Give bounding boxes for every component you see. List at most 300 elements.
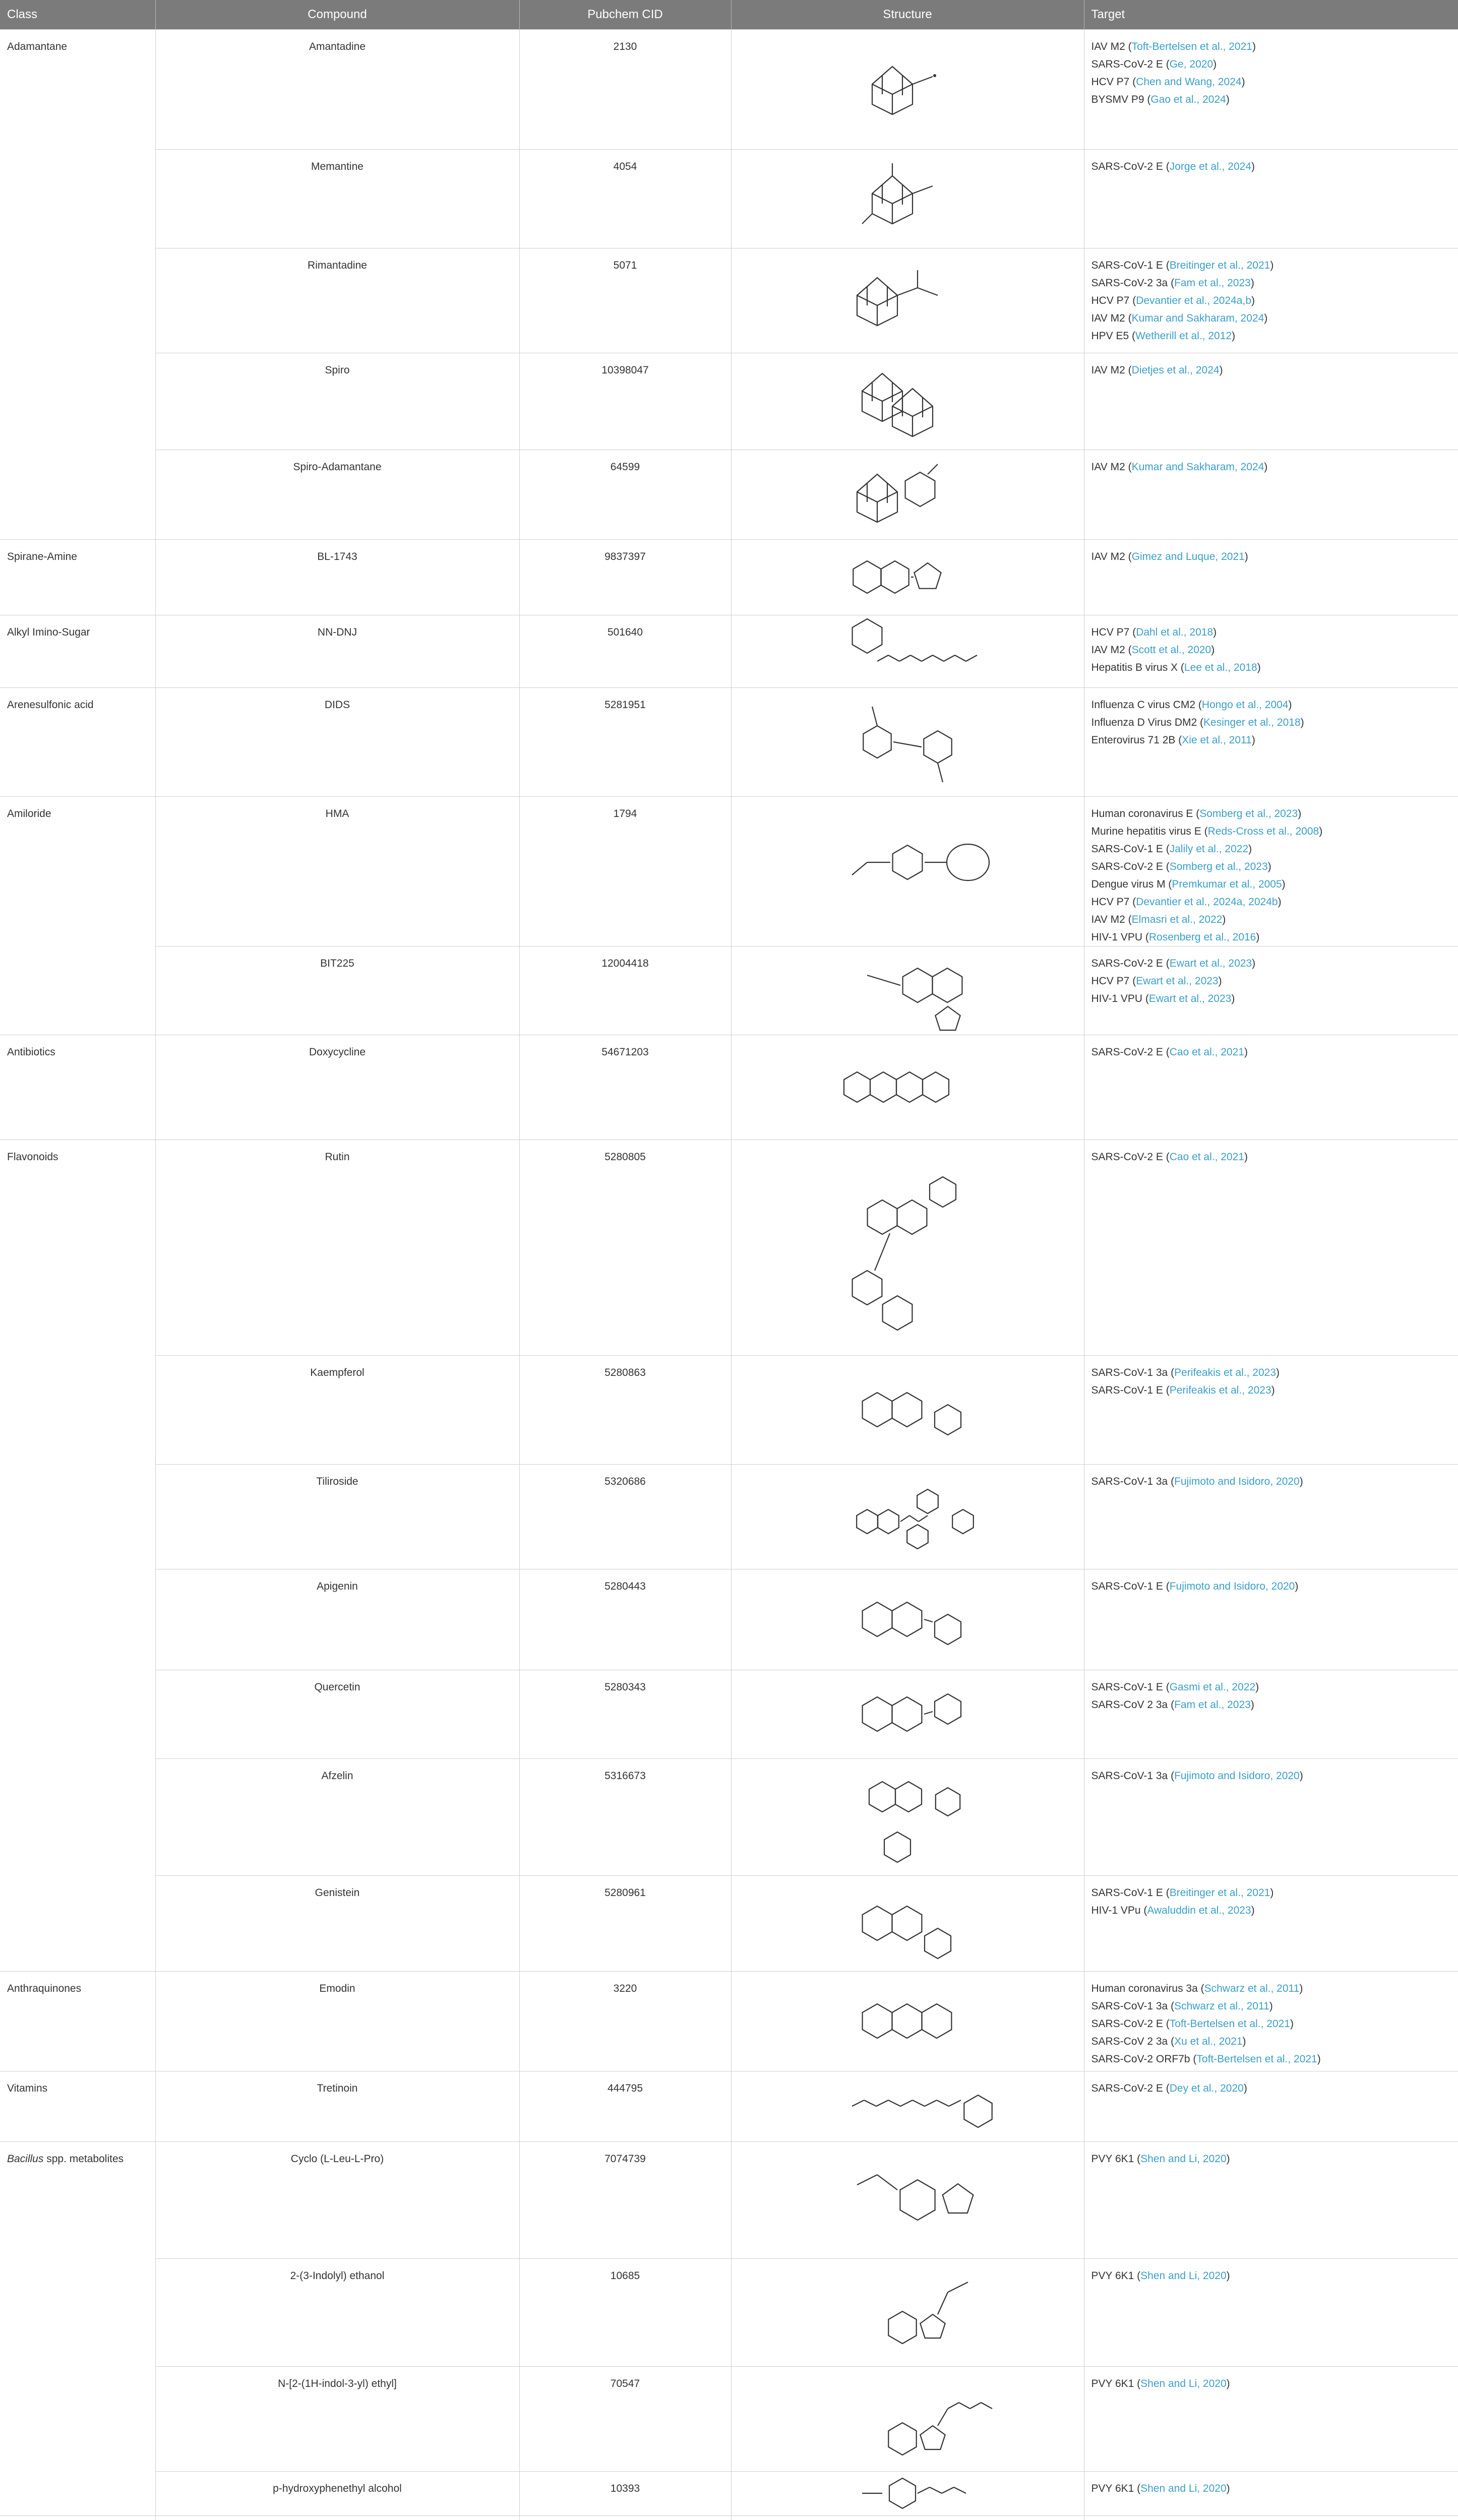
pubchem-cid-cell: 501640 (519, 615, 731, 688)
table-row (0, 2071, 1458, 2142)
target-name: SARS-CoV-1 E (1091, 1887, 1163, 1899)
reference-link[interactable]: Xu et al., 2021 (1174, 2036, 1243, 2047)
target-cell (1084, 1759, 1458, 1876)
table-row (0, 1465, 1458, 1569)
reference-link[interactable]: Perifeakis et al., 2023 (1169, 1384, 1271, 1396)
reference-link[interactable]: Shen and Li, 2020 (1140, 2483, 1227, 2494)
reference-link[interactable]: Devantier et al., 2024a, 2024b (1136, 896, 1278, 908)
paren-open: ( (1201, 826, 1208, 837)
table-row (0, 947, 1458, 1035)
target-name: Human coronavirus 3a (1091, 1983, 1198, 1994)
paren-open: ( (1190, 2053, 1197, 2065)
target-cell (1084, 2516, 1458, 2520)
table-row (0, 688, 1458, 797)
target-cell (1084, 615, 1458, 688)
paren-close: ) (1278, 896, 1282, 908)
target-cell (1084, 1356, 1458, 1465)
target-name: HCV P7 (1091, 975, 1130, 987)
compound-cell: Rutin (155, 1140, 519, 1356)
target-entry (1091, 840, 1451, 858)
target-name: HCV P7 (1091, 626, 1130, 638)
structure-cell (731, 1569, 1084, 1670)
pubchem-cid-cell: 9837397 (519, 540, 731, 615)
paren-close: ) (1257, 662, 1261, 673)
paren-close: ) (1244, 1046, 1248, 1058)
paren-open: ( (1129, 330, 1136, 342)
pubchem-cid-cell: 5281951 (519, 688, 731, 797)
reference-link[interactable]: Perifeakis et al., 2023 (1174, 1367, 1277, 1378)
paren-open: ( (1134, 2483, 1141, 2494)
paren-close: ) (1244, 551, 1248, 562)
target-cell (1084, 2472, 1458, 2516)
class-genus: Bacillus (7, 2153, 44, 2165)
paren-open: ( (1140, 1905, 1147, 1916)
target-entry (1091, 875, 1451, 893)
paren-close: ) (1270, 1887, 1274, 1899)
paren-open: ( (1163, 1887, 1170, 1899)
reference-link[interactable]: Shen and Li, 2020 (1140, 2378, 1227, 2389)
reference-link[interactable]: Gasmi et al., 2022 (1169, 1681, 1256, 1693)
target-entry (1091, 659, 1451, 676)
table-row (0, 540, 1458, 615)
target-name: HIV-1 VPu (1091, 1905, 1141, 1916)
reference-link[interactable]: Premkumar et al., 2005 (1172, 878, 1282, 890)
indolyl-ethanol-structure (766, 2262, 1049, 2363)
target-entry (1091, 458, 1451, 476)
table-row (0, 1356, 1458, 1465)
dids-structure (766, 691, 1049, 793)
header-compound: Compound (155, 0, 519, 30)
target-entry (1091, 823, 1451, 840)
header-class: Class (0, 0, 155, 30)
paren-open: ( (1178, 662, 1184, 673)
target-entry (1091, 1678, 1451, 1696)
quercetin-structure (766, 1673, 1049, 1755)
structure-cell (731, 947, 1084, 1035)
paren-open: ( (1142, 993, 1149, 1004)
table-row (0, 450, 1458, 540)
doxycycline-structure (766, 1038, 1049, 1136)
paren-close: ) (1269, 2000, 1273, 2012)
structure-cell (731, 1876, 1084, 1972)
amantadine-structure (766, 33, 1049, 146)
reference-link[interactable]: Breitinger et al., 2021 (1169, 260, 1270, 271)
class-cell: Flavonoids (0, 1140, 155, 1972)
target-entry (1091, 1767, 1451, 1785)
target-entry (1091, 1980, 1451, 1997)
target-cell (1084, 797, 1458, 947)
target-entry (1091, 1473, 1451, 1490)
class-cell: Vitamins (0, 2071, 155, 2142)
paren-open: ( (1129, 896, 1136, 908)
compound-cell (155, 2516, 519, 2520)
compound-cell: DIDS (155, 688, 519, 797)
reference-link[interactable]: Lee et al., 2018 (1184, 662, 1257, 673)
compound-cell: NN-DNJ (155, 615, 519, 688)
class-cell: Adamantane (0, 30, 155, 540)
pubchem-cid-cell: 5280863 (519, 1356, 731, 1465)
paren-close: ) (1226, 2153, 1230, 2165)
target-entry (1091, 893, 1451, 911)
structure-cell (731, 150, 1084, 248)
table-row (0, 2367, 1458, 2472)
target-entry (1091, 972, 1451, 990)
target-name: HCV P7 (1091, 896, 1130, 908)
header-target: Target (1084, 0, 1458, 30)
target-entry (1091, 274, 1451, 292)
compound-cell: p-hydroxyphenethyl alcohol (155, 2472, 519, 2516)
structure-cell (731, 450, 1084, 540)
target-name: IAV M2 (1091, 364, 1125, 376)
reference-link[interactable]: Cao et al., 2021 (1169, 1151, 1244, 1163)
table-row (0, 1569, 1458, 1670)
paren-close: ) (1219, 364, 1223, 376)
target-name: HPV E5 (1091, 330, 1129, 342)
target-name: Influenza D Virus DM2 (1091, 717, 1197, 728)
target-name: SARS-CoV-1 E (1091, 260, 1163, 271)
cyclo-leu-pro-structure (766, 2145, 1049, 2255)
reference-link[interactable]: Schwarz et al., 2011 (1204, 1983, 1300, 1994)
reference-link[interactable]: Gimez and Luque, 2021 (1131, 551, 1245, 562)
pubchem-cid-cell: 64599 (519, 450, 731, 540)
reference-link[interactable]: Fam et al., 2023 (1174, 277, 1251, 289)
target-name: SARS-CoV-2 E (1091, 1046, 1163, 1058)
target-entry (1091, 1578, 1451, 1595)
compound-cell: Quercetin (155, 1670, 519, 1759)
paren-close: ) (1282, 878, 1286, 890)
reference-link[interactable]: Ewart et al., 2023 (1136, 975, 1219, 987)
target-cell (1084, 248, 1458, 353)
paren-open: ( (1125, 364, 1132, 376)
paren-close: ) (1226, 2378, 1230, 2389)
reference-link[interactable]: Dietjes et al., 2024 (1131, 364, 1220, 376)
paren-open: ( (1175, 734, 1182, 746)
target-entry (1091, 361, 1451, 379)
table-row (0, 248, 1458, 353)
compound-cell: BL-1743 (155, 540, 519, 615)
reference-link[interactable]: Kumar and Sakharam, 2024 (1131, 312, 1264, 324)
structure-cell (731, 30, 1084, 150)
reference-link[interactable]: Chen and Wang, 2024 (1136, 76, 1242, 88)
compound-cell: N-[2-(1H-indol-3-yl) ethyl] (155, 2367, 519, 2472)
class-cell: Alkyl Imino-Sugar (0, 615, 155, 688)
target-name: IAV M2 (1091, 312, 1125, 324)
target-name: SARS-CoV-1 3a (1091, 2000, 1168, 2012)
structure-cell (731, 248, 1084, 353)
paren-open: ( (1163, 1384, 1170, 1396)
table-header (0, 0, 1458, 30)
paren-open: ( (1163, 2018, 1170, 2030)
reference-link[interactable]: Fujimoto and Isidoro, 2020 (1174, 1476, 1300, 1487)
target-entry (1091, 1884, 1451, 1902)
compound-cell: Rimantadine (155, 248, 519, 353)
target-cell (1084, 150, 1458, 248)
paren-close: ) (1248, 843, 1252, 855)
reference-link[interactable]: Hongo et al., 2004 (1201, 699, 1289, 711)
rimantadine-structure (766, 251, 1049, 349)
target-name: Murine hepatitis virus E (1091, 826, 1201, 837)
target-name: Human coronavirus E (1091, 808, 1193, 820)
paren-open: ( (1163, 58, 1170, 70)
reference-link[interactable]: Ewart et al., 2023 (1148, 993, 1232, 1004)
pubchem-cid-cell: 5316673 (519, 1759, 731, 1876)
table-row (0, 150, 1458, 248)
reference-link[interactable]: Kesinger et al., 2018 (1203, 717, 1301, 728)
paren-close: ) (1250, 277, 1254, 289)
reference-link[interactable]: Toft-Bertelsen et al., 2021 (1169, 2018, 1291, 2030)
target-entry (1091, 928, 1451, 946)
class-cell (0, 2142, 155, 2516)
target-name: BYSMV P9 (1091, 94, 1144, 105)
reference-link[interactable]: Shen and Li, 2020 (1140, 2270, 1227, 2282)
paren-open: ( (1125, 461, 1132, 473)
paren-open: ( (1163, 260, 1170, 271)
target-entry (1091, 805, 1451, 823)
reference-link[interactable]: Cao et al., 2021 (1169, 1046, 1244, 1058)
target-name: SARS-CoV-1 E (1091, 1384, 1163, 1396)
reference-link[interactable]: Kumar and Sakharam, 2024 (1131, 461, 1264, 473)
reference-link[interactable]: Awaluddin et al., 2023 (1147, 1905, 1251, 1916)
target-entry (1091, 1381, 1451, 1399)
paren-close: ) (1244, 1151, 1248, 1163)
paren-close: ) (1242, 2036, 1246, 2047)
target-name: IAV M2 (1091, 914, 1125, 925)
paren-close: ) (1226, 2270, 1230, 2282)
paren-open: ( (1163, 958, 1170, 969)
paren-open: ( (1134, 2153, 1141, 2165)
table-row (0, 1759, 1458, 1876)
class-cell (0, 2516, 155, 2520)
compound-cell: Spiro-Adamantane (155, 450, 519, 540)
reference-link[interactable]: Shen and Li, 2020 (1140, 2153, 1227, 2165)
reference-link[interactable]: Jorge et al., 2024 (1169, 161, 1251, 172)
target-entry (1091, 1997, 1451, 2015)
paren-close: ) (1267, 861, 1271, 872)
paren-close: ) (1252, 41, 1256, 52)
target-name: IAV M2 (1091, 644, 1125, 656)
paren-close: ) (1255, 1681, 1259, 1693)
target-cell (1084, 1035, 1458, 1140)
target-name: Enterovirus 71 2B (1091, 734, 1176, 746)
target-entry (1091, 2150, 1451, 2168)
reference-link[interactable]: Fam et al., 2023 (1174, 1699, 1251, 1711)
paren-close: ) (1231, 993, 1235, 1004)
target-name: HIV-1 VPU (1091, 931, 1143, 943)
target-cell (1084, 1140, 1458, 1356)
spiro-adamantane-structure (766, 453, 1049, 536)
paren-open: ( (1129, 295, 1136, 306)
reference-link[interactable]: Dey et al., 2020 (1169, 2083, 1244, 2094)
structure-cell (731, 1356, 1084, 1465)
paren-close: ) (1276, 1367, 1280, 1378)
paren-open: ( (1163, 843, 1170, 855)
reference-link[interactable]: Reds-Cross et al., 2008 (1207, 826, 1319, 837)
paren-open: ( (1163, 1581, 1170, 1592)
paren-open: ( (1168, 1770, 1175, 1782)
reference-link[interactable]: Ewart et al., 2023 (1169, 958, 1252, 969)
reference-link[interactable]: Ge, 2020 (1169, 58, 1213, 70)
target-cell (1084, 30, 1458, 150)
paren-open: ( (1168, 1367, 1175, 1378)
paren-close: ) (1300, 717, 1304, 728)
reference-link[interactable]: Toft-Bertelsen et al., 2021 (1131, 41, 1252, 52)
reference-link[interactable]: Fujimoto and Isidoro, 2020 (1174, 1770, 1300, 1782)
paren-close: ) (1256, 931, 1260, 943)
reference-link[interactable]: Devantier et al., 2024a,b (1136, 295, 1252, 306)
target-entry (1091, 731, 1451, 749)
target-name: SARS-CoV-1 3a (1091, 1367, 1168, 1378)
reference-link[interactable]: Elmasri et al., 2022 (1131, 914, 1223, 925)
apigenin-structure (766, 1572, 1049, 1666)
target-cell (1084, 1465, 1458, 1569)
reference-link[interactable]: Wetherill et al., 2012 (1135, 330, 1232, 342)
target-name: Dengue virus M (1091, 878, 1166, 890)
paren-close: ) (1299, 1476, 1303, 1487)
target-cell (1084, 1972, 1458, 2071)
paren-close: ) (1319, 826, 1323, 837)
paren-close: ) (1251, 734, 1255, 746)
paren-close: ) (1213, 626, 1217, 638)
paren-open: ( (1125, 312, 1132, 324)
reference-link[interactable]: Somberg et al., 2023 (1199, 808, 1298, 820)
reference-link[interactable]: Jalily et al., 2022 (1169, 843, 1249, 855)
paren-open: ( (1134, 2270, 1141, 2282)
hma-structure (766, 800, 1049, 925)
reference-link[interactable]: Fujimoto and Isidoro, 2020 (1169, 1581, 1295, 1592)
target-cell (1084, 1670, 1458, 1759)
reference-link[interactable]: Breitinger et al., 2021 (1169, 1887, 1270, 1899)
pubchem-cid-cell: 10398047 (519, 353, 731, 450)
target-entry (1091, 990, 1451, 1007)
structure-cell (731, 797, 1084, 947)
class-cell: Arenesulfonic acid (0, 688, 155, 797)
paren-open: ( (1125, 644, 1132, 656)
pubchem-cid-cell: 2130 (519, 30, 731, 150)
table-row (0, 2142, 1458, 2259)
paren-close: ) (1317, 2053, 1321, 2065)
table-row (0, 1670, 1458, 1759)
paren-close: ) (1251, 1905, 1255, 1916)
target-name: SARS-CoV-1 E (1091, 1581, 1163, 1592)
compound-cell: Emodin (155, 1972, 519, 2071)
target-entry (1091, 1696, 1451, 1714)
paren-open: ( (1129, 975, 1136, 987)
paren-close: ) (1222, 914, 1226, 925)
reference-link[interactable]: Xie et al., 2011 (1182, 734, 1252, 746)
reference-link[interactable]: Somberg et al., 2023 (1169, 861, 1268, 872)
target-entry (1091, 858, 1451, 875)
paren-open: ( (1197, 717, 1204, 728)
paren-close: ) (1299, 1983, 1303, 1994)
paren-close: ) (1218, 975, 1222, 987)
compound-cell: 2-(3-Indolyl) ethanol (155, 2259, 519, 2367)
table-row (0, 1035, 1458, 1140)
pubchem-cid-cell: 12004418 (519, 947, 731, 1035)
target-name: IAV M2 (1091, 461, 1125, 473)
paren-close: ) (1232, 330, 1236, 342)
paren-open: ( (1195, 699, 1202, 711)
nn-dnj-structure (766, 618, 1049, 684)
indolyl-ethyl-structure (766, 2370, 1049, 2468)
paren-open: ( (1163, 161, 1170, 172)
structure-cell (731, 1759, 1084, 1876)
paren-open: ( (1125, 914, 1132, 925)
paren-close: ) (1295, 1581, 1299, 1592)
target-entry (1091, 309, 1451, 327)
target-entry (1091, 1043, 1451, 1061)
paren-close: ) (1252, 958, 1256, 969)
paren-close: ) (1264, 312, 1268, 324)
reference-link[interactable]: Gao et al., 2024 (1150, 94, 1226, 105)
paren-close: ) (1264, 461, 1268, 473)
reference-link[interactable]: Schwarz et al., 2011 (1174, 2000, 1269, 2012)
structure-cell (731, 688, 1084, 797)
compound-cell: Genistein (155, 1876, 519, 1972)
spiro-structure (766, 356, 1049, 446)
target-name: HCV P7 (1091, 76, 1130, 88)
pubchem-cid-cell: 5320686 (519, 1465, 731, 1569)
compound-cell: Amantadine (155, 30, 519, 150)
pubchem-cid-cell: 5280443 (519, 1569, 731, 1670)
paren-close: ) (1298, 808, 1302, 820)
afzelin-structure (766, 1762, 1049, 1872)
class-cell: Antibiotics (0, 1035, 155, 1140)
target-entry (1091, 158, 1451, 175)
bl-1743-structure (766, 543, 1049, 611)
reference-link[interactable]: Dahl et al., 2018 (1136, 626, 1213, 638)
target-entry (1091, 696, 1451, 714)
target-name: SARS-CoV-2 3a (1091, 277, 1168, 289)
reference-link[interactable]: Scott et al., 2020 (1131, 644, 1211, 656)
target-name: SARS-CoV-2 E (1091, 58, 1163, 70)
compound-cell: Memantine (155, 150, 519, 248)
target-name: HIV-1 VPU (1091, 993, 1143, 1004)
target-name: SARS-CoV-2 E (1091, 2018, 1163, 2030)
target-entry (1091, 257, 1451, 274)
pubchem-cid-cell: 5280805 (519, 1140, 731, 1356)
paren-open: ( (1163, 1681, 1170, 1693)
target-name: IAV M2 (1091, 41, 1125, 52)
table-row (0, 1972, 1458, 2071)
target-cell (1084, 1876, 1458, 1972)
table-row (0, 2259, 1458, 2367)
target-entry (1091, 2050, 1451, 2068)
reference-link[interactable]: Rosenberg et al., 2016 (1148, 931, 1256, 943)
structure-cell (731, 1670, 1084, 1759)
target-entry (1091, 91, 1451, 108)
compound-cell: Doxycycline (155, 1035, 519, 1140)
pubchem-cid-cell: 10393 (519, 2472, 731, 2516)
target-name: SARS-CoV-1 3a (1091, 1770, 1168, 1782)
target-entry (1091, 55, 1451, 73)
target-entry (1091, 2033, 1451, 2050)
compound-cell: Spiro (155, 353, 519, 450)
target-name: HCV P7 (1091, 295, 1130, 306)
table-row (0, 1876, 1458, 1972)
compound-cell: Tiliroside (155, 1465, 519, 1569)
pubchem-cid-cell: 5280961 (519, 1876, 731, 1972)
pubchem-cid-cell: 7074739 (519, 2142, 731, 2259)
compound-cell: Tretinoin (155, 2071, 519, 2142)
rutin-structure (766, 1143, 1049, 1352)
pubchem-cid-cell: 1794 (519, 797, 731, 947)
reference-link[interactable]: Toft-Bertelsen et al., 2021 (1196, 2053, 1317, 2065)
paren-close: ) (1270, 260, 1274, 271)
paren-open: ( (1129, 76, 1136, 88)
paren-open: ( (1168, 1699, 1175, 1711)
paren-open: ( (1163, 1151, 1170, 1163)
target-entry (1091, 1148, 1451, 1166)
